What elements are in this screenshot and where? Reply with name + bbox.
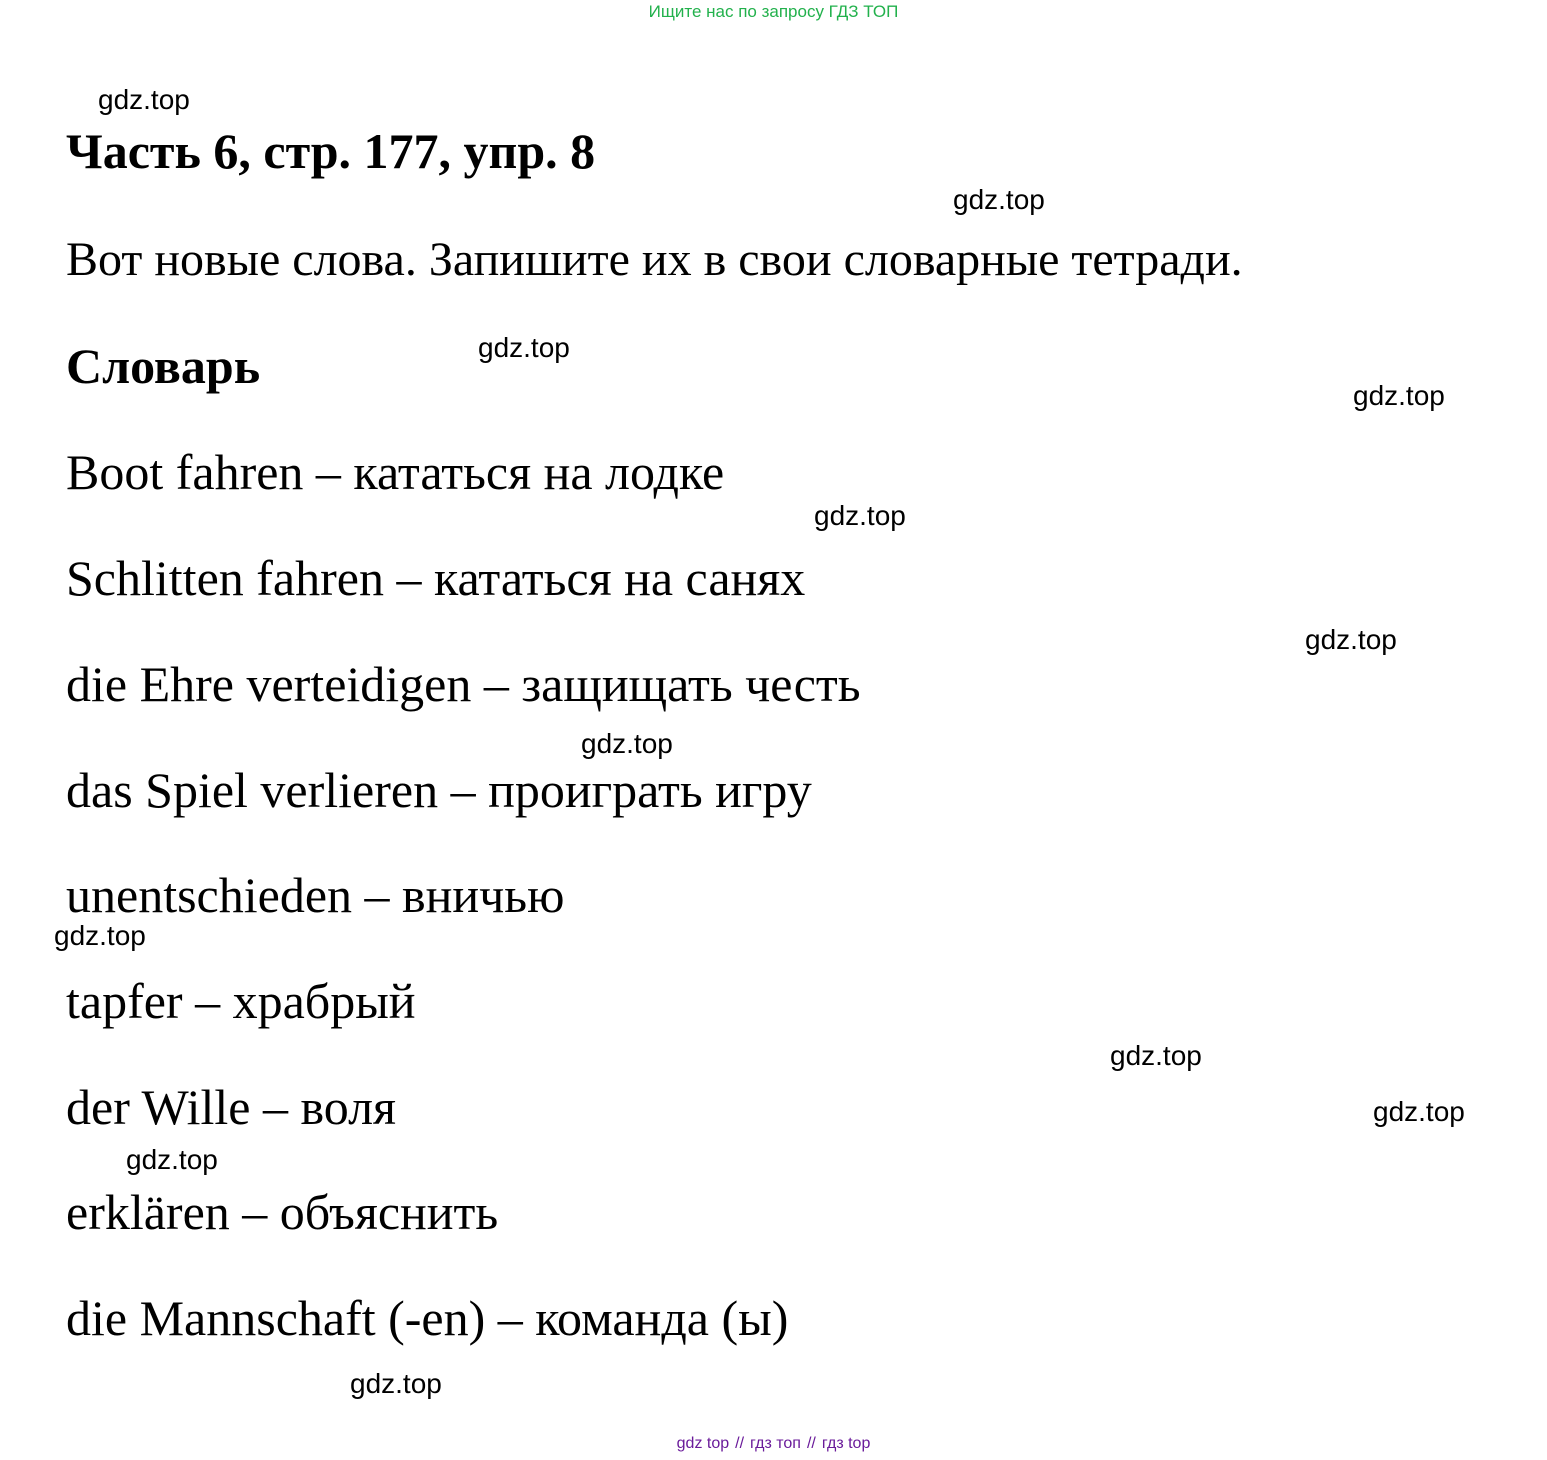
watermark: gdz.top <box>478 332 570 363</box>
footer-link[interactable]: gdz top <box>676 1435 730 1452</box>
watermark: gdz.top <box>581 728 673 759</box>
dictionary-entry: der Wille – воля <box>66 1079 397 1135</box>
dictionary-entry: die Mannschaft (-en) – команда (ы) <box>66 1290 789 1346</box>
dictionary-title: Словарь <box>66 338 261 394</box>
footer-separator: // <box>806 1435 816 1452</box>
page-heading: Часть 6, стр. 177, упр. 8 <box>66 123 596 179</box>
watermark: gdz.top <box>126 1144 218 1175</box>
dictionary-entry: erklären – объяснить <box>66 1184 499 1240</box>
footer-separator: // <box>735 1435 745 1452</box>
top-banner: Ищите нас по запросу ГДЗ ТОП <box>648 2 899 21</box>
watermark: gdz.top <box>814 500 906 531</box>
dictionary-entry: Boot fahren – кататься на лодке <box>66 444 725 500</box>
watermark: gdz.top <box>98 84 190 115</box>
dictionary-entry: das Spiel verlieren – проиграть игру <box>66 762 812 818</box>
footer-link[interactable]: гдз top <box>821 1435 871 1452</box>
dictionary-entry: tapfer – храбрый <box>66 973 416 1029</box>
watermark: gdz.top <box>1353 380 1445 411</box>
watermark: gdz.top <box>953 184 1045 215</box>
footer-links <box>0 1435 1547 1453</box>
footer-link[interactable]: гдз топ <box>750 1435 801 1452</box>
dictionary-entry: Schlitten fahren – кататься на санях <box>66 550 806 606</box>
dictionary-entry: unentschieden – вничью <box>66 867 565 923</box>
watermark: gdz.top <box>1305 624 1397 655</box>
instruction-text: Вот новые слова. Запишите их в свои словарные тетради. <box>66 233 1243 286</box>
watermark: gdz.top <box>54 920 146 951</box>
watermark: gdz.top <box>350 1368 442 1399</box>
watermark: gdz.top <box>1373 1096 1465 1127</box>
dictionary-entry: die Ehre verteidigen – защищать честь <box>66 656 861 712</box>
watermark: gdz.top <box>1110 1040 1202 1071</box>
